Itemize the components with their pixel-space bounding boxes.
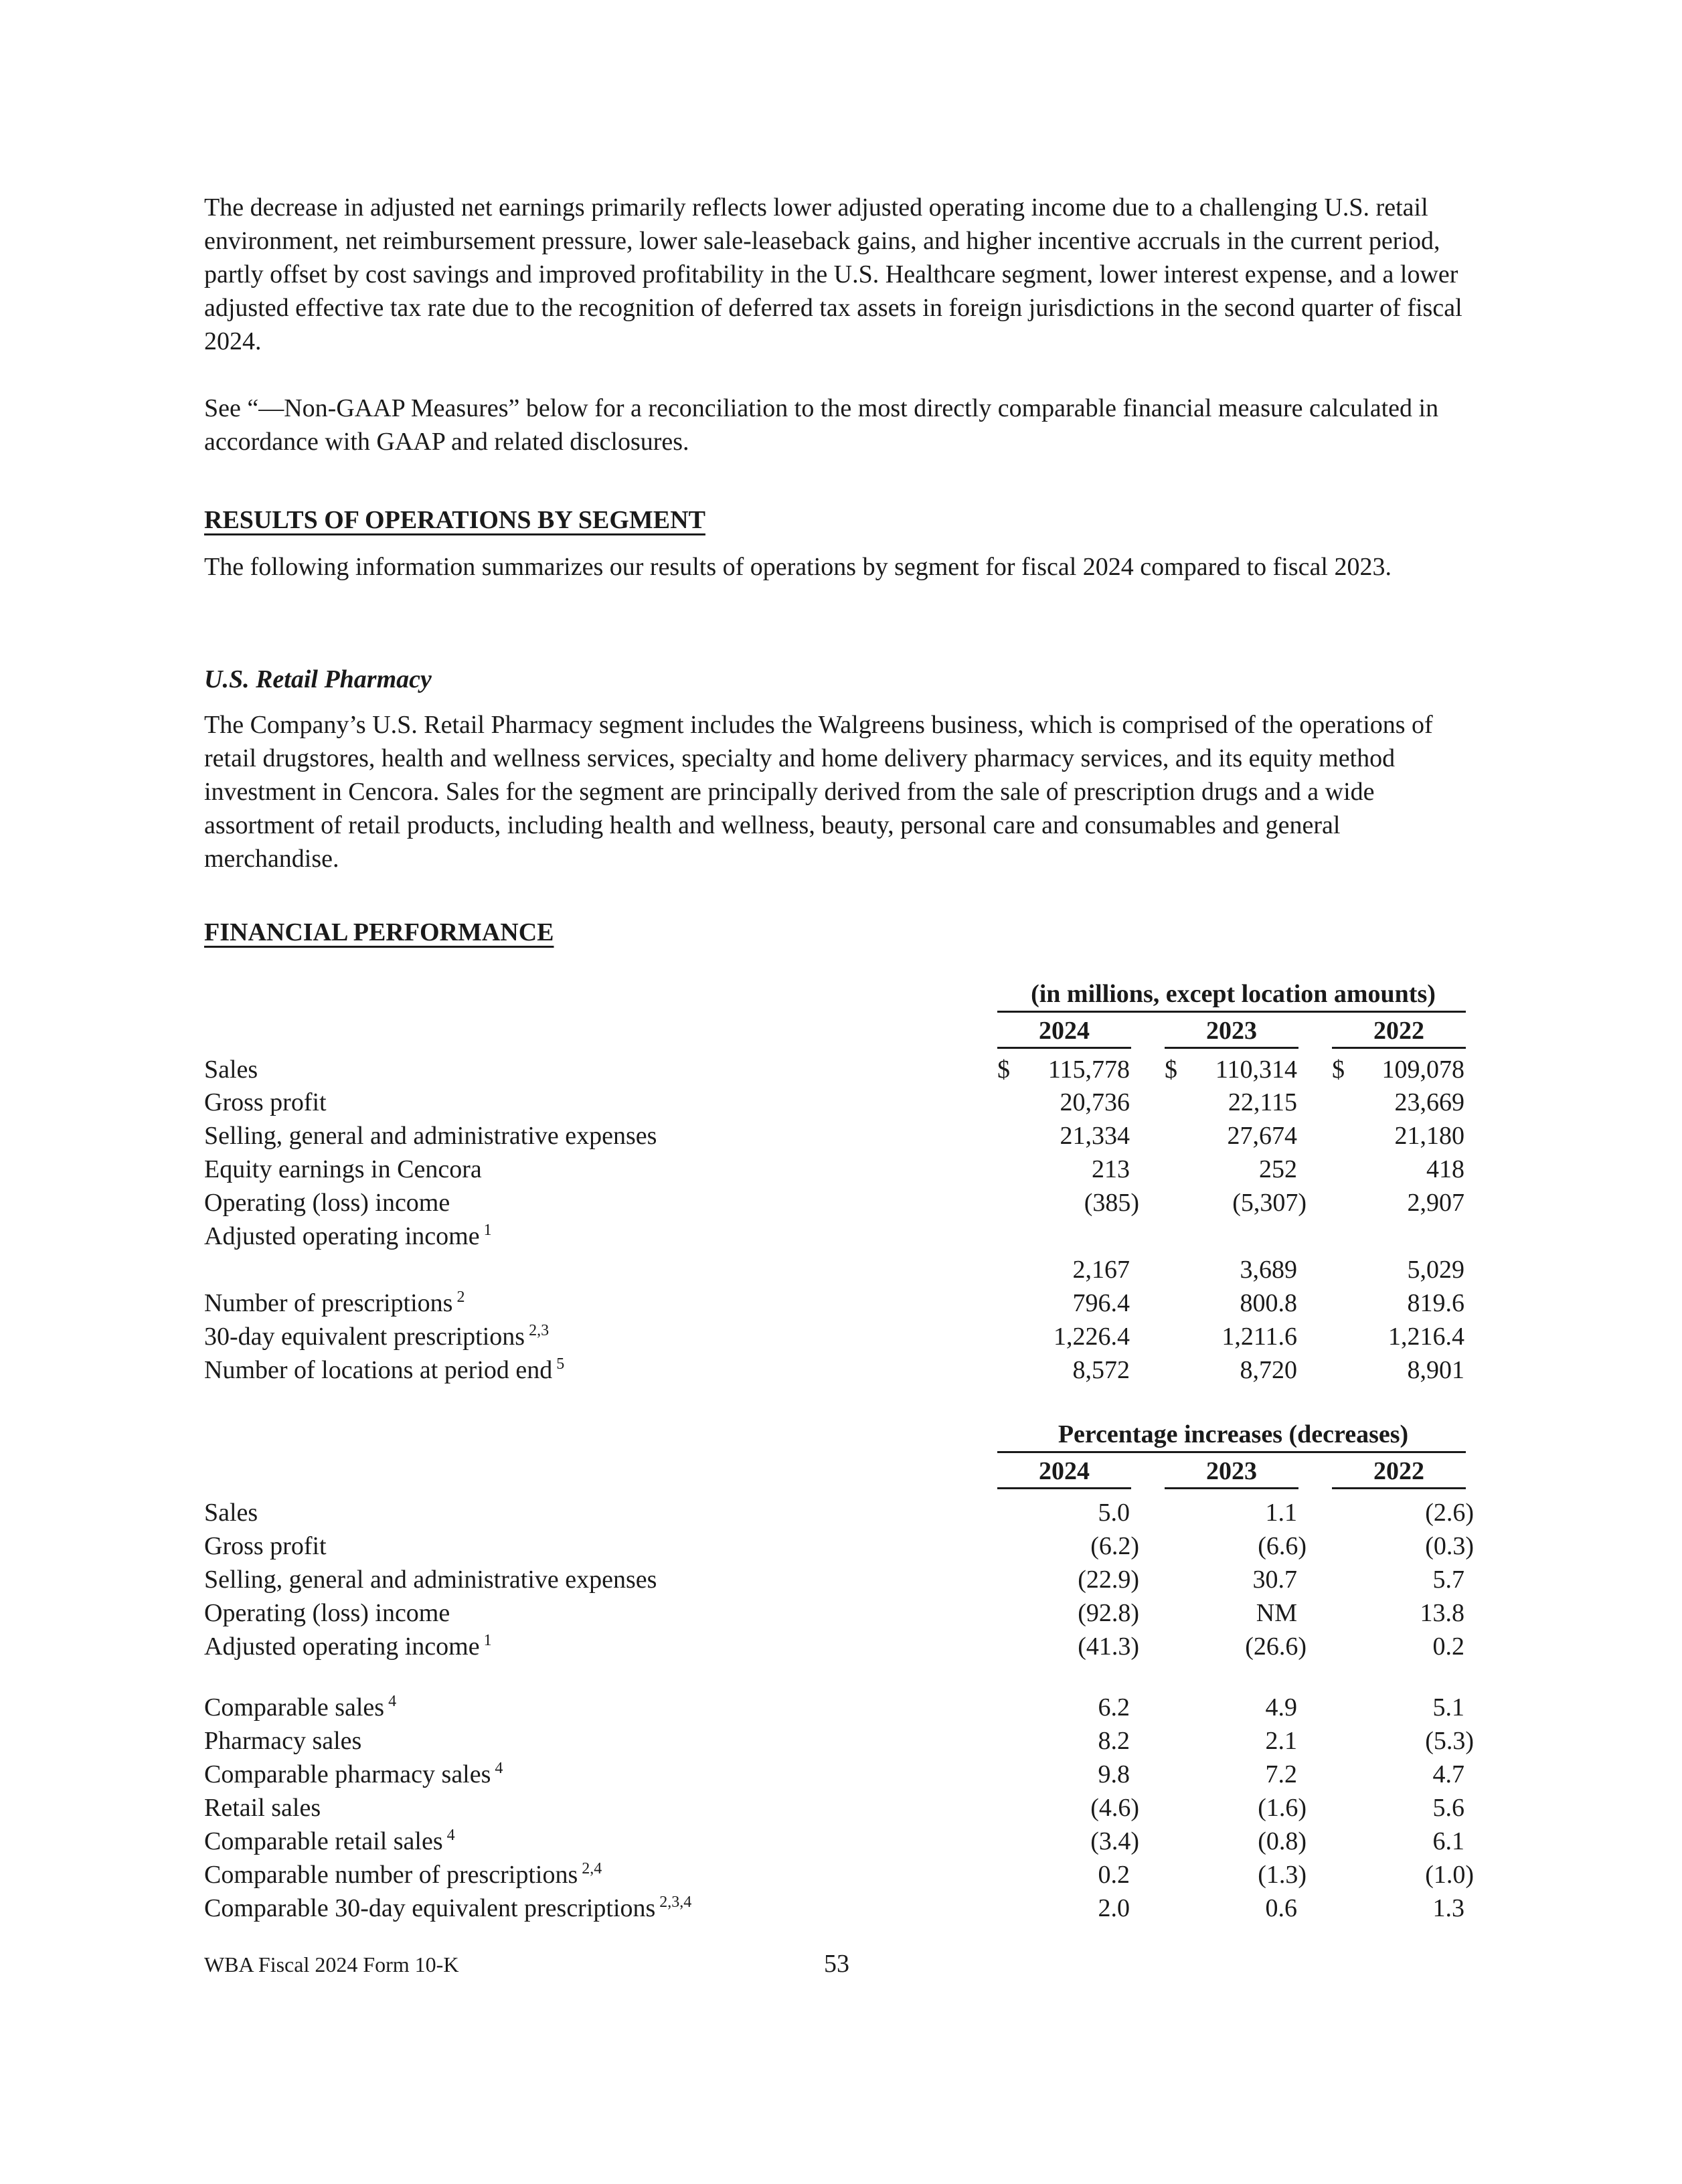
row-label-text: Comparable pharmacy sales <box>204 1760 491 1788</box>
cell-value: (4.6) <box>1090 1794 1139 1822</box>
row-label-text: Adjusted operating income <box>204 1632 480 1661</box>
currency-symbol: $ <box>1165 1056 1177 1084</box>
footnote-marker: 2,4 <box>582 1860 602 1877</box>
row-label-text: Number of locations at period end <box>204 1356 553 1384</box>
cell-value: 30.7 <box>1252 1566 1297 1594</box>
cell-value: 8,572 <box>1072 1356 1130 1384</box>
cell-value: 8.2 <box>1098 1727 1130 1755</box>
row-label <box>204 1791 321 1825</box>
footnote-marker: 2,3 <box>529 1322 550 1339</box>
cell-value: 213 <box>1092 1155 1130 1183</box>
cell-value: 5.0 <box>1098 1499 1130 1527</box>
cell-value: 1.3 <box>1432 1894 1464 1922</box>
cell-value: 1,226.4 <box>1054 1323 1130 1351</box>
table-row <box>0 1724 1682 1758</box>
table-row <box>0 1691 1682 1724</box>
pct-year-header-2024: 2024 <box>1039 1457 1090 1485</box>
row-label-text: 30-day equivalent prescriptions <box>204 1323 525 1351</box>
segment-paragraph <box>204 550 1476 584</box>
table-row <box>0 1086 1682 1119</box>
table-row <box>0 1596 1682 1630</box>
cell-value: (6.6) <box>1258 1532 1307 1560</box>
cell-value: 2.0 <box>1098 1894 1130 1922</box>
cell-value: 109,078 <box>1381 1056 1464 1084</box>
table-row <box>0 1858 1682 1892</box>
table-row <box>0 1119 1682 1153</box>
row-label-text: Gross profit <box>204 1532 327 1560</box>
financial-heading <box>204 916 554 949</box>
year-rule-2022 <box>1332 1047 1466 1049</box>
cell-value: (0.8) <box>1258 1827 1307 1855</box>
row-label <box>204 1119 657 1153</box>
cell-value: (0.3) <box>1425 1532 1474 1560</box>
pct-year-rule-2023 <box>1165 1487 1298 1489</box>
segment-heading-text: RESULTS OF OPERATIONS BY SEGMENT <box>204 506 705 534</box>
cell-value: (1.0) <box>1425 1861 1474 1889</box>
cell-value: (22.9) <box>1078 1566 1139 1594</box>
percentage-header: Percentage increases (decreases) <box>1058 1420 1409 1448</box>
cell-value: 1,211.6 <box>1222 1323 1297 1351</box>
cell-value: (6.2) <box>1090 1532 1139 1560</box>
row-label <box>204 1353 564 1387</box>
row-label-text: Operating (loss) income <box>204 1599 450 1627</box>
intro-paragraph-1 <box>204 191 1476 358</box>
table-row <box>0 1153 1682 1186</box>
cell-value: (1.3) <box>1258 1861 1307 1889</box>
year-rule-2024 <box>997 1047 1131 1049</box>
segment-description-text: The Company’s U.S. Retail Pharmacy segment includes the Walgreens business, which is comprised of the operations of retail drugstores, health and wellness services, specialty and home delivery pharmacy services, and its equity method investment in Cencora. Sales for the segment are principally derived from the sale of prescription drugs and a wide assortment of retail products, including health and wellness, beauty, personal care and consumables and general merchandise. <box>204 711 1433 873</box>
cell-value: 20,736 <box>1060 1088 1130 1116</box>
cell-value: (41.3) <box>1078 1632 1139 1661</box>
cell-value: 5.1 <box>1432 1693 1464 1721</box>
table-row <box>0 1825 1682 1858</box>
row-label <box>204 1563 657 1596</box>
row-label-text: Gross profit <box>204 1088 327 1116</box>
footnote-marker: 2,3,4 <box>659 1894 692 1911</box>
row-label-text: Sales <box>204 1056 258 1084</box>
row-label-text: Operating (loss) income <box>204 1189 450 1217</box>
row-label-text: Comparable sales <box>204 1693 385 1721</box>
table-row <box>0 1791 1682 1825</box>
unit-header-rule <box>997 1011 1466 1013</box>
cell-value: 418 <box>1426 1155 1464 1183</box>
cell-value: 23,669 <box>1394 1088 1464 1116</box>
row-label-text: Comparable retail sales <box>204 1827 443 1855</box>
cell-value: 2,167 <box>1072 1256 1130 1284</box>
footnote-marker: 5 <box>556 1355 565 1373</box>
intro-text-1: The decrease in adjusted net earnings primarily reflects lower adjusted operating income due to a challenging U.S. retail environment, net reimbursement pressure, lower sale-leaseback gains, and higher incentive accruals in the current period, partly offset by cost savings and improved profitability in the U.S. Healthcare segment, lower interest expense, and a lower adjusted effective tax rate due to the recognition of deferred tax assets in foreign jurisdictions in the second quarter of fiscal 2024. <box>204 193 1462 355</box>
table-row <box>0 1496 1682 1529</box>
row-label <box>204 1724 361 1758</box>
pct-year-header-2022: 2022 <box>1373 1457 1424 1485</box>
table-row <box>0 1529 1682 1563</box>
cell-value: (5.3) <box>1425 1727 1474 1755</box>
cell-value: 5.6 <box>1432 1794 1464 1822</box>
financial-heading-text: FINANCIAL PERFORMANCE <box>204 918 554 946</box>
row-label <box>204 1186 450 1220</box>
row-label <box>204 1220 492 1253</box>
table-row <box>0 1220 1682 1253</box>
cell-value: 252 <box>1259 1155 1297 1183</box>
year-rule-2023 <box>1165 1047 1298 1049</box>
cell-value: 7.2 <box>1265 1760 1297 1788</box>
cell-value: 115,778 <box>1047 1056 1130 1084</box>
currency-symbol: $ <box>1332 1056 1345 1084</box>
table-row <box>0 1353 1682 1387</box>
row-label <box>204 1691 396 1724</box>
cell-value: 2,907 <box>1407 1189 1464 1217</box>
cell-value: 1.1 <box>1265 1499 1297 1527</box>
cell-value: (92.8) <box>1078 1599 1139 1627</box>
row-label <box>204 1053 258 1086</box>
cell-value: 9.8 <box>1098 1760 1130 1788</box>
table-row <box>0 1186 1682 1220</box>
cell-value: (3.4) <box>1090 1827 1139 1855</box>
row-label-text: Comparable number of prescriptions <box>204 1861 578 1889</box>
year-header-2024: 2024 <box>1039 1017 1090 1045</box>
cell-value: (5,307) <box>1232 1189 1307 1217</box>
cell-value: 110,314 <box>1215 1056 1297 1084</box>
row-label <box>204 1758 503 1791</box>
row-label-text: Retail sales <box>204 1794 321 1822</box>
cell-value: (385) <box>1084 1189 1139 1217</box>
cell-value: 800.8 <box>1240 1289 1297 1317</box>
year-header-2022: 2022 <box>1373 1017 1424 1045</box>
row-label <box>204 1596 450 1630</box>
row-label-text: Sales <box>204 1499 258 1527</box>
year-header-2023: 2023 <box>1206 1017 1257 1045</box>
unit-header: (in millions, except location amounts) <box>1031 980 1436 1008</box>
table-row <box>0 1758 1682 1791</box>
cell-value: 3,689 <box>1240 1256 1297 1284</box>
footnote-marker: 1 <box>483 1632 492 1649</box>
row-label-text: Comparable 30-day equivalent prescriptions <box>204 1894 656 1922</box>
cell-value: 21,334 <box>1060 1122 1130 1150</box>
cell-value: 0.2 <box>1098 1861 1130 1889</box>
cell-value: 8,901 <box>1407 1356 1464 1384</box>
currency-symbol: $ <box>997 1056 1010 1084</box>
row-label-text: Selling, general and administrative expenses <box>204 1566 657 1594</box>
row-label <box>204 1825 455 1858</box>
table-row <box>0 1563 1682 1596</box>
footnote-marker: 4 <box>495 1760 503 1777</box>
intro-paragraph-2 <box>204 392 1476 458</box>
segment-heading <box>204 503 705 537</box>
cell-value: 1,216.4 <box>1388 1323 1464 1351</box>
intro-text-2: See “—Non-GAAP Measures” below for a reconciliation to the most directly comparable financial measure calculated in accordance with GAAP and related disclosures. <box>204 394 1439 456</box>
cell-value: 796.4 <box>1072 1289 1130 1317</box>
cell-value: NM <box>1256 1599 1297 1627</box>
row-label-text: Adjusted operating income <box>204 1222 480 1250</box>
table-row <box>0 1630 1682 1663</box>
table-row <box>0 1053 1682 1086</box>
cell-value: 8,720 <box>1240 1356 1297 1384</box>
cell-value: 6.1 <box>1432 1827 1464 1855</box>
row-label-text: Pharmacy sales <box>204 1727 362 1755</box>
row-label <box>204 1086 327 1119</box>
footnote-marker: 1 <box>483 1222 492 1239</box>
row-label <box>204 1630 492 1663</box>
cell-value: (1.6) <box>1258 1794 1307 1822</box>
cell-value: (2.6) <box>1425 1499 1474 1527</box>
footnote-marker: 4 <box>388 1693 397 1710</box>
row-label-text: Number of prescriptions <box>204 1289 453 1317</box>
row-label <box>204 1320 549 1353</box>
footer-document-name: WBA Fiscal 2024 Form 10-K <box>204 1952 459 1977</box>
table-row <box>0 1320 1682 1353</box>
table-row <box>0 1892 1682 1925</box>
pct-year-header-2023: 2023 <box>1206 1457 1257 1485</box>
cell-value: 0.6 <box>1265 1894 1297 1922</box>
cell-value: 4.7 <box>1432 1760 1464 1788</box>
cell-value: (26.6) <box>1245 1632 1307 1661</box>
cell-value: 13.8 <box>1420 1599 1464 1627</box>
page-number: 53 <box>824 1950 849 1978</box>
table-row <box>0 1286 1682 1320</box>
cell-value: 5.7 <box>1432 1566 1464 1594</box>
pct-year-rule-2022 <box>1332 1487 1466 1489</box>
table-row <box>0 1253 1682 1286</box>
segment-description <box>204 708 1476 875</box>
cell-value: 5,029 <box>1407 1256 1464 1284</box>
row-label <box>204 1529 327 1563</box>
percentage-header-rule <box>997 1451 1466 1453</box>
row-label <box>204 1496 258 1529</box>
cell-value: 4.9 <box>1265 1693 1297 1721</box>
row-label <box>204 1153 482 1186</box>
cell-value: 6.2 <box>1098 1693 1130 1721</box>
row-label <box>204 1858 602 1892</box>
cell-value: 21,180 <box>1394 1122 1464 1150</box>
segment-text: The following information summarizes our results of operations by segment for fiscal 2024 compared to fiscal 2023. <box>204 553 1392 581</box>
footnote-marker: 2 <box>456 1288 465 1306</box>
cell-value: 0.2 <box>1432 1632 1464 1661</box>
row-label-text: Selling, general and administrative expenses <box>204 1122 657 1150</box>
cell-value: 2.1 <box>1265 1727 1297 1755</box>
footnote-marker: 4 <box>446 1827 455 1844</box>
row-label <box>204 1286 465 1320</box>
cell-value: 819.6 <box>1407 1289 1464 1317</box>
pct-year-rule-2024 <box>997 1487 1131 1489</box>
cell-value: 27,674 <box>1227 1122 1297 1150</box>
row-label <box>204 1892 691 1925</box>
cell-value: 22,115 <box>1228 1088 1297 1116</box>
segment-subheading: U.S. Retail Pharmacy <box>204 665 432 693</box>
row-label-text: Equity earnings in Cencora <box>204 1155 482 1183</box>
